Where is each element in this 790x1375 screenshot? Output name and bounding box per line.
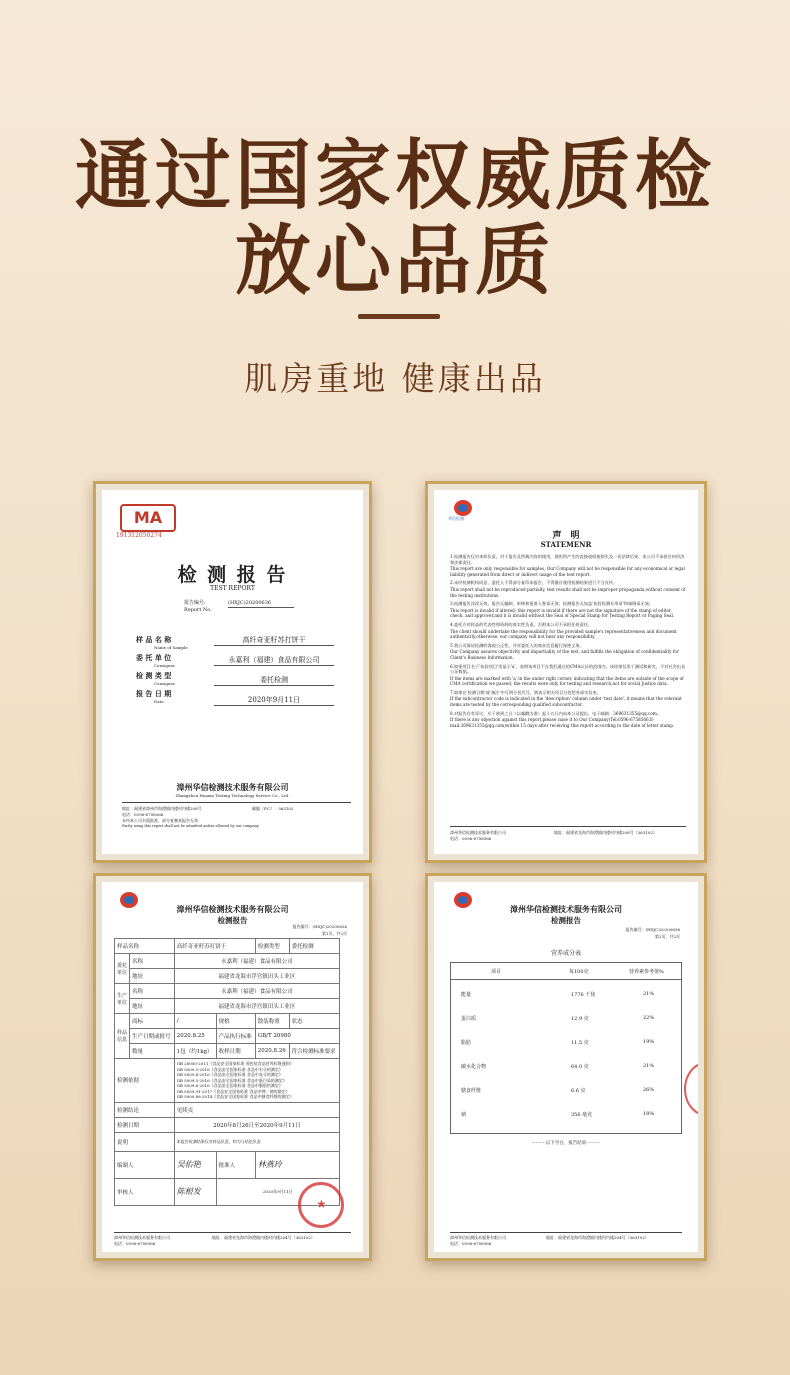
footer-note-en: Partly using this report shall not be admitted unless allowed by our company <box>122 824 259 828</box>
table-cell: 检测类型 <box>255 939 289 954</box>
basis-item: GB 5009.6-2016《食品安全国家标准 食品中脂肪的测定》 <box>176 1083 283 1088</box>
table-cell: 批准人 <box>216 1151 255 1178</box>
basis-list <box>174 1059 339 1103</box>
para-6-en: If the items are marked with 'a' in the under right corner, indicating that the items are outside of the scope of CMA certification we passed, the results were only for testing and research,not for social Justice data. <box>450 675 684 687</box>
table-cell: 商标 <box>130 1014 175 1029</box>
para-3: 3.检测报告涂改无效，报告无编制、审核和批准人签章无效；检测报告无加盖'检验检测专用章'和骑缝章无效。 <box>450 601 654 607</box>
signature: 林燕玲 <box>255 1151 339 1178</box>
table-cell: 21% <box>643 1063 655 1069</box>
header-cell: 营养素参考值% <box>629 969 664 975</box>
side-label: 委托单位 <box>115 954 130 984</box>
header-cell: 每100克 <box>569 969 589 975</box>
statement-body <box>450 554 686 731</box>
test-report-page-1 <box>102 882 363 1252</box>
table-cell: 福建省龙海市浮宫镇田头工业区 <box>174 999 339 1014</box>
report-title-en: TEST REPORT <box>210 585 255 592</box>
field-label: 样 品 名 称 <box>136 635 172 644</box>
para-5: 5.我公司保证检测的客观公正性，并对委托人的商业信息履行保密义务。 <box>450 642 584 648</box>
table-row <box>115 954 340 969</box>
sample-info-table <box>114 938 340 1206</box>
table-cell: 2020年8月26日至2020年9月11日 <box>174 1117 339 1132</box>
footer-post: 邮编（P.C）：363102 <box>252 806 294 811</box>
footer-address: 地址：福建省漳州市海澄镇内楼村内楼208号 <box>122 806 202 811</box>
field-consigner <box>136 653 346 671</box>
report-title: 检测报告 <box>217 916 248 925</box>
table-row <box>115 984 340 999</box>
para-1: 1.检测报告仅对来样负责，对于报告及所载内容的使用，使用所产生的直接或间接损失及一切法律后果，本公司不承担任何经济和法律责任。 <box>450 554 685 565</box>
para-3-en: This report is invalid if altered; this report is invalid if there are not the signature of the stamp of editor, check, and approver,and it is invalid without the Seal of Special Stamp for Testing Report or Paging Seal. <box>450 607 675 619</box>
para-8-en: If there is any objection against this report,please raise it to Our Company(Tel:0596-6758566,E-mail:369631355@qq.com)within 15 days after receiving this report according to the date of letter stamp. <box>450 717 675 728</box>
para-6: 6.如果项目名于'检验项目'里显示'a'，表明该项目不在我们通过的CMA认证的范围内。该结果仅用于测试和研究，不对社会出具公证数据。 <box>450 663 686 675</box>
end-of-report-note: ··········以下空白，报告结束·········· <box>531 1141 601 1146</box>
table-cell: 2020年9月11日 <box>216 1178 339 1205</box>
basis-item: GB 5009.88-2014《食品安全国家标准 食品中膳食纤维的测定》 <box>176 1094 294 1099</box>
report-title: 检 测 报 告 <box>177 564 288 586</box>
table-cell: 能量 <box>461 992 472 998</box>
table-row <box>115 999 340 1014</box>
org-name: 漳州华信检测技术服务有限公司 <box>510 904 622 914</box>
table-cell: 22% <box>643 1015 655 1021</box>
statement-title: 声 明 <box>552 531 580 541</box>
table-cell: 1776 千焦 <box>571 992 596 998</box>
table-cell: 状态 <box>289 1014 339 1029</box>
footer-note: 未经本公司书面批准，部分复制本报告无效 <box>122 818 198 823</box>
table-cell: 碳水化合物 <box>461 1064 487 1070</box>
header-cell: 项目 <box>491 969 502 975</box>
logo-text: 华信检测 <box>448 516 464 521</box>
table-cell: GB/T 20980 <box>255 1029 339 1044</box>
page-number: 第2页，共2页 <box>654 934 680 939</box>
basis-item: GB 5009.91-2017《食品安全国家标准 食品中钾、钠的测定》 <box>176 1088 290 1094</box>
certificate-frame-4 <box>425 873 707 1261</box>
footer-tel: 电话：0596-6758566 <box>122 812 164 817</box>
table-row <box>115 1117 340 1132</box>
para-7-en: If the subcontractor code is indicated in the 'description' column under 'test date', it means that the relevant items are tested by the corresponding qualified subcontractor. <box>450 696 682 708</box>
field-value: 高纤奇亚籽苏打饼干 <box>214 635 334 646</box>
table-cell: 委托检测 <box>289 939 339 954</box>
statement-title-en: STATEMENR <box>540 540 592 549</box>
para-1-en: This report are only responsible for samples, Our Company will not be responsible for any economical or legal liability generated from direct or indirect usage of the test report. <box>450 566 685 577</box>
field-test-type <box>136 671 346 689</box>
footer-rule <box>122 802 351 803</box>
table-cell: 数量 <box>130 1044 175 1059</box>
test-report-cover <box>102 490 363 854</box>
para-4: 4.委托方对样品的代表性和资料的真实性负责，否则本公司不承担任何责任。 <box>450 621 593 627</box>
table-cell: 钠 <box>461 1112 467 1118</box>
table-cell: 永嘉利（福建）食品有限公司 <box>174 954 339 969</box>
signature: 陈根发 <box>174 1178 216 1205</box>
table-cell: 2020.8.26 <box>255 1044 289 1059</box>
cma-number: 191312050274 <box>116 532 162 539</box>
footer-tel: 电话：0596-6758566 <box>450 836 492 841</box>
table-cell: 21% <box>643 991 655 997</box>
para-4-en: The client should undertake the responsibility for the provided sample's representativeness and document authenticity,otherwise, our company will not bear any responsibility. <box>450 628 677 640</box>
table-row <box>115 1102 340 1117</box>
basis-item: GB 5009.5-2016《食品安全国家标准 食品中蛋白质的测定》 <box>176 1077 287 1083</box>
para-2: 2.未经检测机构同意，委托人不得部分复印本报告，不得擅自使用检测结果进行不当宣传。 <box>450 580 618 586</box>
footer-org: 漳州华信检测技术服务有限公司 <box>114 1235 170 1240</box>
table-header <box>451 963 681 980</box>
footer-org: 漳州华信检测技术服务有限公司 <box>450 1235 506 1240</box>
footer-address: 地址：福建省龙海市海澄镇内楼村内楼204号（363102） <box>546 1235 649 1240</box>
report-no: (HXJC)20200636 <box>228 600 294 608</box>
table-cell: 名称 <box>130 954 175 969</box>
table-cell: 18% <box>643 1111 655 1117</box>
table-cell: 福建省龙海市浮宫镇田头工业区 <box>174 969 339 984</box>
field-label: 报 告 日 期 <box>136 689 172 698</box>
field-label-en: Consigner. <box>154 681 176 686</box>
report-no: 报告编号：(HXJC)20200636 <box>292 924 347 929</box>
table-cell: 本报告检测结果仅对样品负责，和为与结论负责 <box>174 1132 339 1151</box>
table-cell: 检测结论 <box>115 1102 175 1117</box>
table-cell: 名称 <box>130 984 175 999</box>
table-cell: 高纤奇亚籽苏打饼干 <box>174 939 255 954</box>
basis-item: GB 28050-2011《食品安全国家标准 预包装食品营养标签通则》 <box>176 1061 294 1066</box>
table-cell: 脂肪 <box>461 1040 472 1046</box>
table-cell: 6.6 克 <box>571 1088 586 1094</box>
table-cell: 1包（约1kg） <box>174 1044 216 1059</box>
para-8: 8.对报告存有异议，应于收到之日（以邮戳为准）起十五日内向本公司提出，电子邮箱：369631355@qq.com。 <box>450 710 662 716</box>
divider <box>358 314 440 319</box>
footer-address: 地址：福建省龙海市海澄镇内楼村内楼208号（363102） <box>554 830 657 835</box>
org-name: 漳州华信检测技术服务有限公司 <box>176 904 289 914</box>
table-cell: 356 毫克 <box>571 1112 593 1118</box>
report-title: 检测报告 <box>551 916 581 925</box>
table-row <box>115 1044 340 1059</box>
report-no-label: 报告编号: <box>184 600 206 606</box>
certificate-frame-2 <box>425 481 707 863</box>
field-label: 检 测 类 型 <box>136 671 172 680</box>
table-row <box>115 969 340 984</box>
nutrition-table-title: 营养成分表 <box>550 950 581 957</box>
table-cell: 收样日期 <box>216 1044 255 1059</box>
org-name-en: Zhangzhou Huaxin Testing Technology Service Co., Ltd. <box>175 793 290 798</box>
table-cell: 规格 <box>216 1014 255 1029</box>
table-cell: 26% <box>643 1087 655 1093</box>
table-cell: 生产日期或批号 <box>130 1029 175 1044</box>
table-cell: 检测日期 <box>115 1117 175 1132</box>
table-cell: 散装称重 <box>255 1014 289 1029</box>
field-label: 委 托 单 位 <box>136 653 172 662</box>
footer-address: 地址：福建省龙海市海澄镇内楼村内楼204号（363102） <box>212 1235 315 1240</box>
table-cell: 编制人 <box>115 1151 175 1178</box>
test-report-page-2 <box>434 882 698 1252</box>
para-2-en: This report shall not be reproduced partially, test results shall not be improper propaganda,without consent of the testing institutions. <box>450 586 686 598</box>
report-no: 报告编号：(HXJC)20200636 <box>625 927 680 932</box>
table-row <box>115 1014 340 1029</box>
table-cell: 样品名称 <box>115 939 175 954</box>
table-cell: 见续页 <box>174 1102 339 1117</box>
table-cell: 永嘉利（福建）食品有限公司 <box>174 984 339 999</box>
table-cell: 12.9 克 <box>571 1016 589 1022</box>
footer-rule <box>114 1232 351 1233</box>
table-cell: 审核人 <box>115 1178 175 1205</box>
cma-logo <box>120 504 176 532</box>
side-label: 生产单位 <box>115 984 130 1014</box>
table-cell: 2020.8.25 <box>174 1029 216 1044</box>
table-cell: 蛋白质 <box>461 1016 477 1022</box>
table-cell: 符合检测标准要求 <box>289 1044 339 1059</box>
field-label-en: Consigner. <box>154 663 176 668</box>
basis-item: GB 5009.3-2016《食品安全国家标准 食品中水分的测定》 <box>176 1066 283 1072</box>
field-label-en: Date. <box>154 699 165 704</box>
table-row <box>115 1059 340 1103</box>
footer-tel: 电话：0596-6758566 <box>450 1241 492 1246</box>
table-cell: 19% <box>643 1039 655 1045</box>
table-cell: 地址 <box>130 969 175 984</box>
table-row <box>115 1151 340 1178</box>
official-seal: ★ <box>298 1182 344 1228</box>
org-name: 漳州华信检测技术服务有限公司 <box>176 782 289 792</box>
para-5-en: Our Company assures objectivity and impartiality of the test, and fulfills the obligation of confidentiality for Client's Business Information. <box>450 649 679 660</box>
certificate-frame-3 <box>93 873 372 1261</box>
footer-tel: 电话：0596-6758566 <box>114 1241 156 1246</box>
table-cell: 说明 <box>115 1132 175 1151</box>
seal-edge <box>684 1062 698 1116</box>
para-7: 7.如果在'检测日期'或'备注'中写明分包代号，则表示相关项目分包给外部实验室。 <box>450 689 601 695</box>
page-number: 第1页，共2页 <box>321 931 347 936</box>
side-label: 样品信息 <box>115 1014 130 1059</box>
field-sample-name <box>136 635 346 653</box>
headline-line-1: 通过国家权威质检 <box>75 131 715 220</box>
field-value: 2020年9月11日 <box>214 695 334 706</box>
statement-page <box>434 490 698 854</box>
table-cell: 11.5 克 <box>571 1040 589 1046</box>
table-cell: 产品执行标准 <box>216 1029 255 1044</box>
footer-rule <box>450 1232 682 1233</box>
table-row <box>115 1132 340 1151</box>
certificate-frame-1 <box>93 481 372 863</box>
field-label-en: Name of Sample. <box>154 645 189 650</box>
table-cell: 地址 <box>130 999 175 1014</box>
footer-org: 漳州华信检测技术服务有限公司 <box>450 830 506 835</box>
footer-rule <box>450 826 686 827</box>
basis-item: GB 5009.4-2016《食品安全国家标准 食品中灰分的测定》 <box>176 1072 283 1077</box>
cma-logo-text: MA <box>133 508 163 527</box>
field-value: 永嘉利（福建）食品有限公司 <box>214 655 334 666</box>
table-cell: 检测依据 <box>115 1059 175 1103</box>
table-cell: 膳食纤维 <box>461 1088 482 1094</box>
report-no-label-en: Report No. <box>184 607 212 613</box>
field-value: 委托检测 <box>214 675 334 686</box>
subtitle: 肌房重地 健康出品 <box>244 359 546 398</box>
signature: 吴佑艳 <box>174 1151 216 1178</box>
huaxin-logo <box>450 500 476 522</box>
field-report-date <box>136 689 346 707</box>
table-row <box>115 1029 340 1044</box>
table-cell: / <box>174 1014 216 1029</box>
table-cell: 64.0 克 <box>571 1064 589 1070</box>
nutrition-table <box>450 962 682 1134</box>
table-row <box>115 939 340 954</box>
headline-line-2: 放心品质 <box>235 216 555 305</box>
